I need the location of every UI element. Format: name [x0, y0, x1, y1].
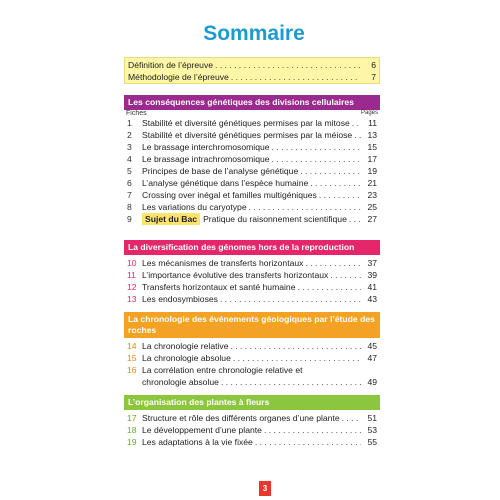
- fiche-number: 12: [127, 282, 137, 292]
- fiche-number: 13: [127, 294, 137, 304]
- list-item: [127, 364, 377, 376]
- fiche-number: 17: [127, 413, 137, 423]
- fiche-number: 15: [127, 353, 137, 363]
- fiche-number: 10: [127, 258, 137, 268]
- item-label: La chronologie absolue: [142, 353, 231, 363]
- list-item: [127, 281, 377, 293]
- list-item: [127, 376, 377, 388]
- section-heading: L’organisation des plantes à fleurs: [124, 395, 380, 410]
- intro-box: [124, 57, 380, 84]
- item-label: Les endosymbioses: [142, 294, 218, 304]
- list-item: [127, 177, 377, 189]
- fiche-number: 6: [127, 178, 132, 188]
- item-page: 27: [367, 214, 377, 224]
- list-item: [127, 189, 377, 201]
- section-geological-chronology: [124, 312, 380, 390]
- leader-dots: [255, 436, 361, 448]
- fiche-number: 5: [127, 166, 132, 176]
- section-list: [124, 117, 380, 227]
- item-label: Le développement d’une plante: [142, 425, 262, 435]
- item-page: 43: [367, 294, 377, 304]
- item-page: 15: [367, 142, 377, 152]
- section-flowering-plants: [124, 395, 380, 450]
- list-item: [127, 201, 377, 213]
- leader-dots: [330, 269, 361, 281]
- bac-badge: Sujet du Bac: [142, 213, 200, 225]
- item-page: 17: [367, 154, 377, 164]
- section-genome-diversification: [124, 240, 380, 307]
- fiche-number: 4: [127, 154, 132, 164]
- fiche-number: 3: [127, 142, 132, 152]
- fiche-number: 18: [127, 425, 137, 435]
- intro-row: [128, 71, 376, 83]
- fiche-number: 11: [127, 270, 136, 280]
- pages-label: Pages: [360, 110, 378, 116]
- leader-dots: [352, 117, 361, 129]
- item-label: Pratique du raisonnement scientifique: [203, 214, 347, 224]
- item-page: 19: [367, 166, 377, 176]
- item-label: Stabilité et diversité génétiques permises par la mitose: [142, 118, 350, 128]
- section-genetic-consequences: [124, 95, 380, 227]
- list-item: [127, 213, 377, 225]
- intro-row: [128, 59, 376, 71]
- intro-label: Méthodologie de l’épreuve: [128, 72, 229, 82]
- fiche-number: 8: [127, 202, 132, 212]
- leader-dots: [298, 281, 362, 293]
- section-heading: La chronologie des événements géologiques par l’étude des roches: [124, 312, 380, 338]
- item-page: 41: [367, 282, 377, 292]
- item-page: 55: [367, 437, 377, 447]
- intro-page: 7: [371, 72, 376, 82]
- item-label: Les mécanismes de transferts horizontaux: [142, 258, 304, 268]
- list-item: [127, 412, 377, 424]
- fiche-number: 19: [127, 437, 137, 447]
- fiche-number: 1: [127, 118, 132, 128]
- list-item: [127, 340, 377, 352]
- item-label: Crossing over inégal et familles multigéniques: [142, 190, 317, 200]
- item-page: 49: [367, 377, 377, 387]
- leader-dots: [272, 141, 361, 153]
- intro-label: Définition de l’épreuve: [128, 60, 214, 70]
- item-label: Structure et rôle des différents organes d’une plante: [142, 413, 340, 423]
- list-item: [127, 117, 377, 129]
- item-label: L’importance évolutive des transferts horizontaux: [142, 270, 329, 280]
- intro-page: 6: [371, 60, 376, 70]
- leader-dots: [220, 293, 361, 305]
- item-label: La chronologie relative: [142, 341, 229, 351]
- item-page: 21: [367, 178, 377, 188]
- fiches-label: Fiches: [126, 110, 147, 117]
- section-heading: La diversification des génomes hors de la reproduction: [124, 240, 380, 255]
- item-label: Principes de base de l’analyse génétique: [142, 166, 299, 176]
- list-item: [127, 141, 377, 153]
- item-page: 47: [367, 353, 377, 363]
- list-item: [127, 257, 377, 269]
- item-page: 39: [367, 270, 377, 280]
- leader-dots: [272, 153, 361, 165]
- fiche-number: 9: [127, 214, 132, 224]
- item-label: chronologie absolue: [142, 377, 219, 387]
- leader-dots: [231, 71, 360, 83]
- leader-dots: [342, 412, 361, 424]
- leader-dots: [249, 201, 361, 213]
- item-label: Le brassage interchromosomique: [142, 142, 270, 152]
- list-item: [127, 165, 377, 177]
- list-item: [127, 352, 377, 364]
- item-page: 53: [367, 425, 377, 435]
- item-label: Stabilité et diversité génétiques permises par la méiose: [142, 130, 353, 140]
- page-title: Sommaire: [203, 22, 305, 45]
- fiche-number: 7: [127, 190, 132, 200]
- item-label: Les adaptations à la vie fixée: [142, 437, 253, 447]
- leader-dots: [319, 189, 361, 201]
- leader-dots: [221, 376, 361, 388]
- fiche-number: 16: [127, 365, 137, 375]
- item-page: 11: [368, 118, 377, 128]
- leader-dots: [349, 213, 361, 225]
- leader-dots: [354, 129, 361, 141]
- item-page: 45: [367, 341, 377, 351]
- leader-dots: [264, 424, 361, 436]
- item-page: 25: [367, 202, 377, 212]
- leader-dots: [305, 257, 361, 269]
- list-item: [127, 153, 377, 165]
- fiche-number: 2: [127, 130, 132, 140]
- list-item: [127, 424, 377, 436]
- section-list: [124, 255, 380, 307]
- section-heading: Les conséquences génétiques des divisions cellulaires: [124, 95, 380, 110]
- item-label: La corrélation entre chronologie relative et: [142, 365, 303, 375]
- leader-dots: [230, 340, 361, 352]
- section-list: [124, 338, 380, 390]
- item-label: Le brassage intrachromosomique: [142, 154, 270, 164]
- leader-dots: [215, 59, 360, 71]
- leader-dots: [233, 352, 361, 364]
- list-item: [127, 293, 377, 305]
- list-item: [127, 436, 377, 448]
- item-page: 13: [367, 130, 377, 140]
- item-label: L’analyse génétique dans l’espèce humaine: [142, 178, 309, 188]
- section-list: [124, 410, 380, 450]
- leader-dots: [300, 165, 361, 177]
- page-number: 3: [259, 481, 271, 496]
- item-label: Transferts horizontaux et santé humaine: [142, 282, 296, 292]
- list-item: [127, 129, 377, 141]
- list-item: [127, 269, 377, 281]
- leader-dots: [310, 177, 361, 189]
- contents-page: [118, 0, 390, 500]
- item-page: 51: [367, 413, 377, 423]
- fiche-number: 14: [127, 341, 137, 351]
- item-page: 23: [367, 190, 377, 200]
- column-headers: [126, 110, 380, 117]
- item-label: Les variations du caryotype: [142, 202, 247, 212]
- item-page: 37: [367, 258, 377, 268]
